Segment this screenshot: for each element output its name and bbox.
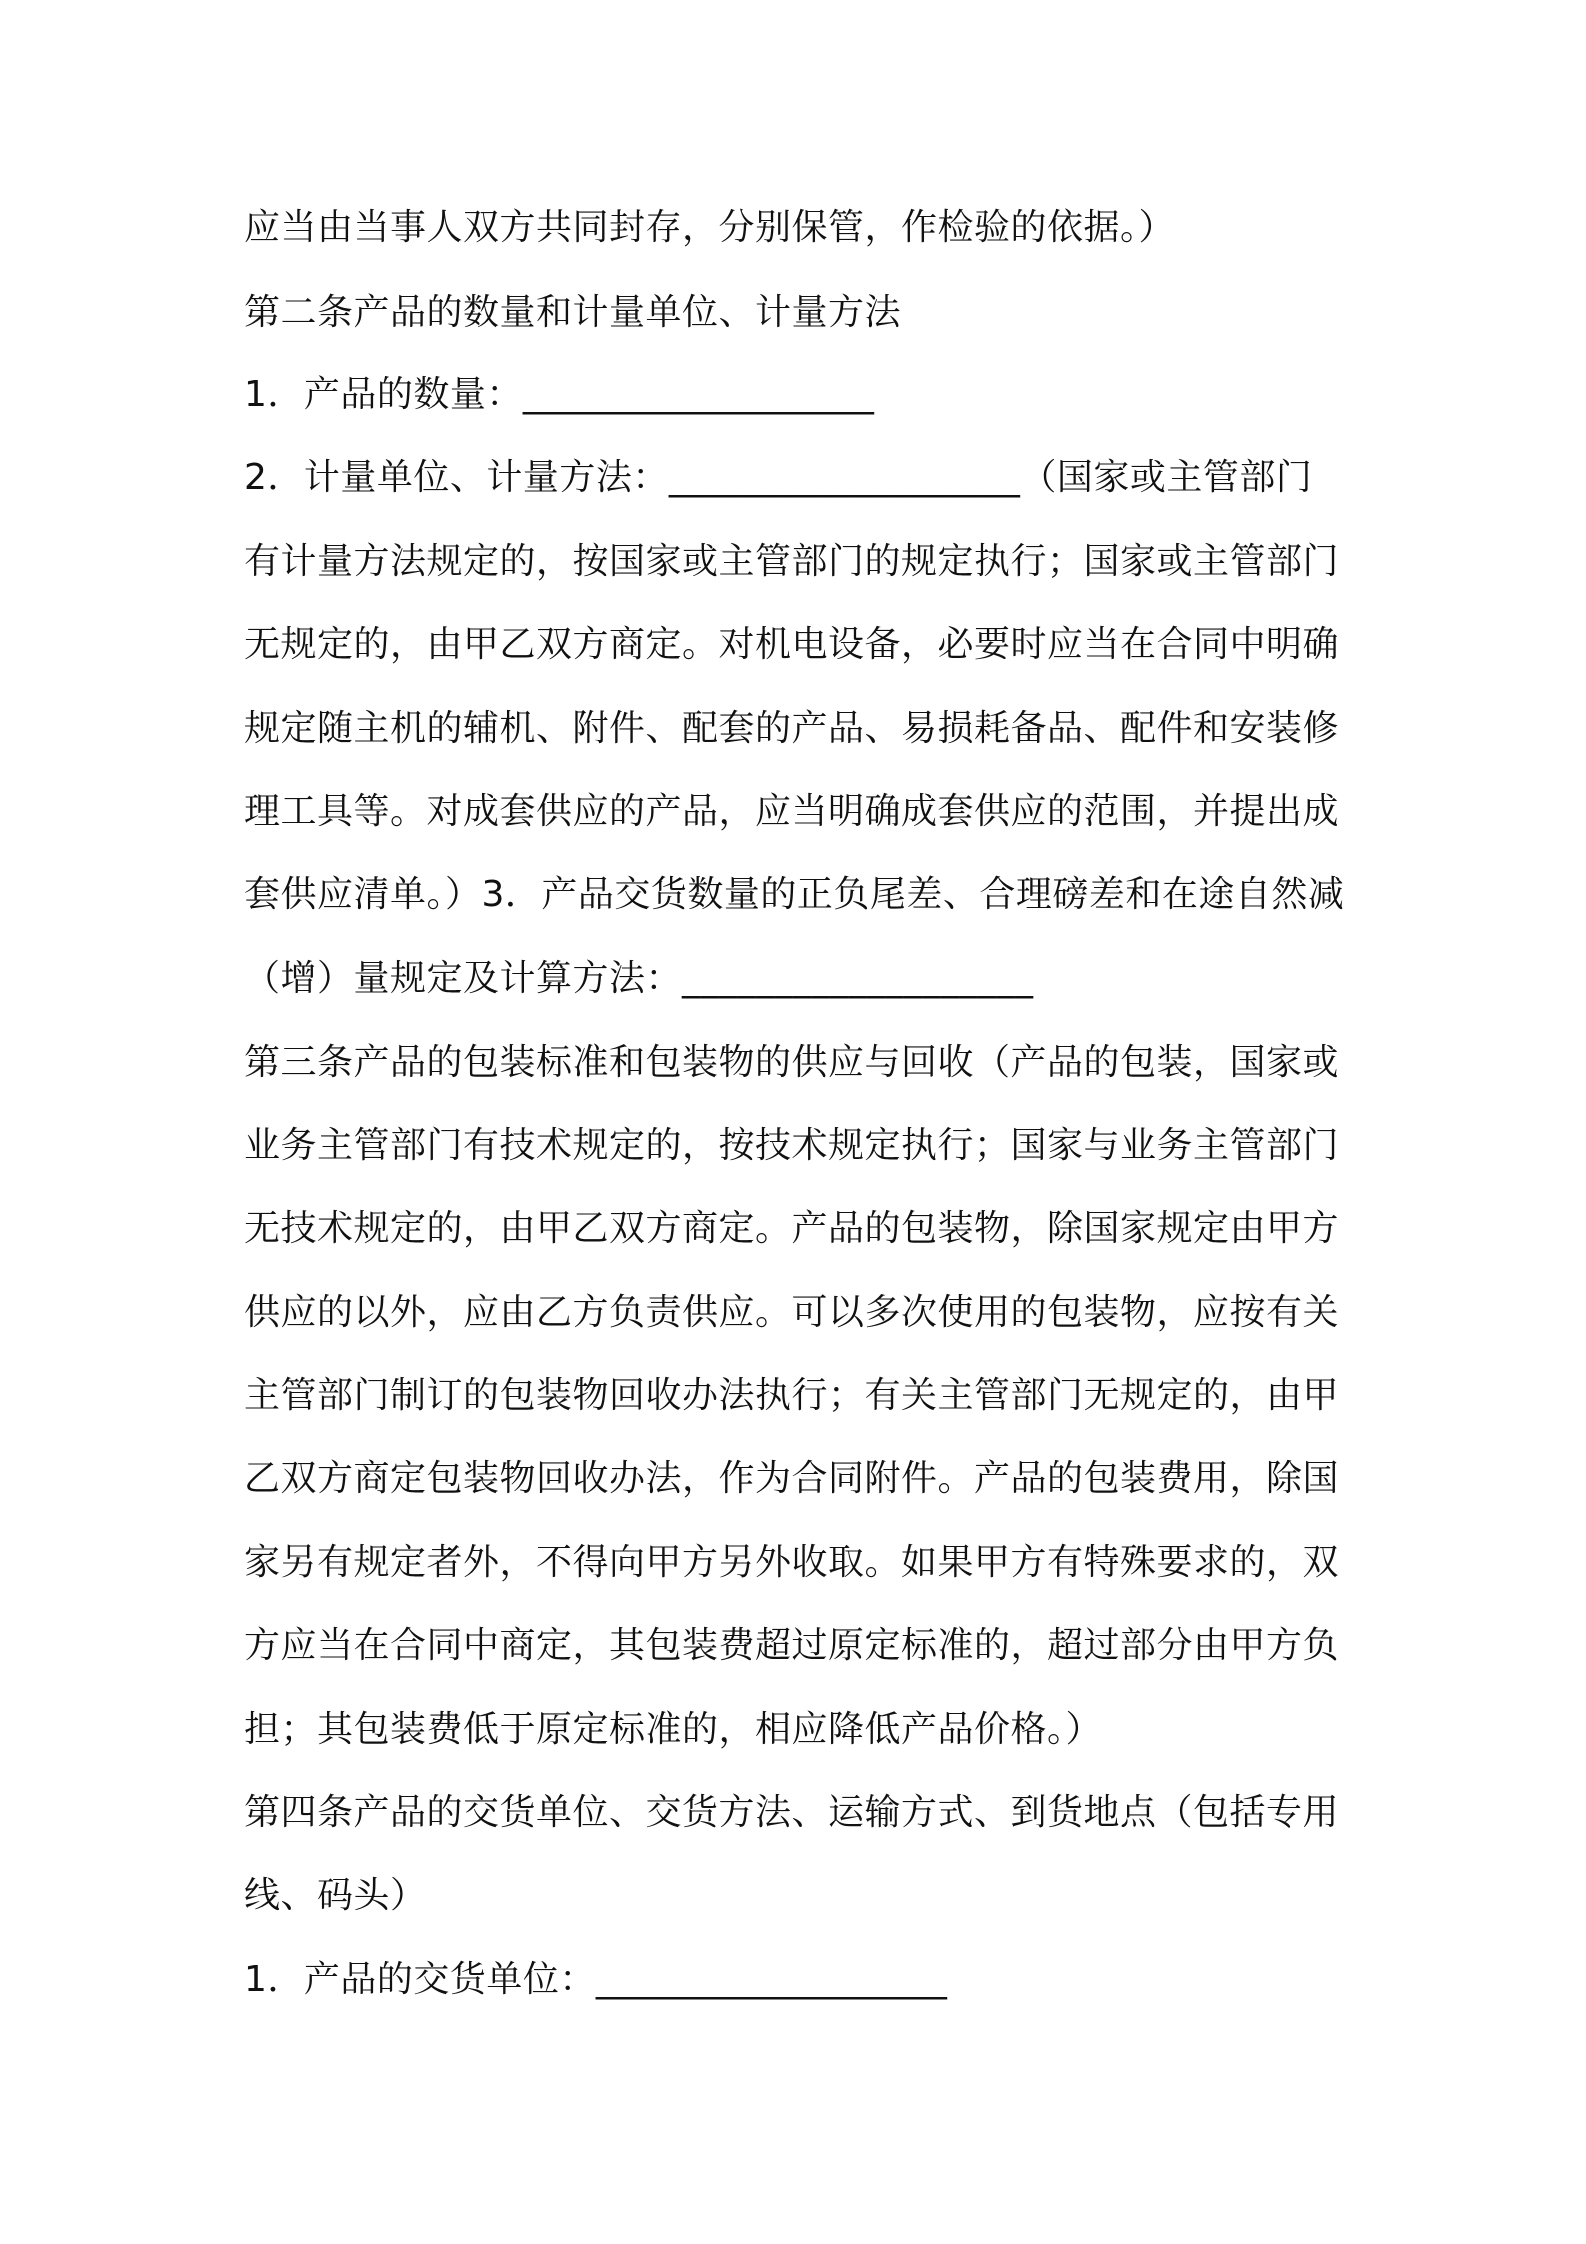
paragraph-line: 有计量方法规定的，按国家或主管部门的规定执行；国家或主管部门	[244, 541, 1340, 582]
paragraph-line: 无规定的，由甲乙双方商定。对机电设备，必要时应当在合同中明确	[244, 624, 1340, 665]
paragraph-line: 线、码头）	[244, 1875, 427, 1916]
paragraph-line: 规定随主机的辅机、附件、配套的产品、易损耗备品、配件和安装修	[244, 708, 1340, 749]
paragraph-line: 主管部门制订的包装物回收办法执行；有关主管部门无规定的，由甲	[244, 1375, 1340, 1416]
paragraph-line: 理工具等。对成套供应的产品，应当明确成套供应的范围，并提出成	[244, 791, 1340, 832]
paragraph-line: 应当由当事人双方共同封存，分别保管，作检验的依据。）	[244, 207, 1176, 248]
fill-in-line: 1．产品的数量：___________________	[244, 374, 875, 415]
paragraph-line: 套供应清单。）3．产品交货数量的正负尾差、合理磅差和在途自然减	[244, 874, 1345, 915]
paragraph-line: 担；其包装费低于原定标准的，相应降低产品价格。）	[244, 1709, 1103, 1750]
fill-in-line: 1．产品的交货单位：___________________	[244, 1959, 948, 2000]
paragraph-line: 供应的以外，应由乙方负责供应。可以多次使用的包装物，应按有关	[244, 1292, 1340, 1333]
paragraph-line: 家另有规定者外，不得向甲方另外收取。如果甲方有特殊要求的，双	[244, 1542, 1340, 1583]
fill-in-line: （增）量规定及计算方法：___________________	[244, 958, 1034, 999]
article-heading: 第四条产品的交货单位、交货方法、运输方式、到货地点（包括专用	[244, 1792, 1340, 1833]
paragraph-line: 方应当在合同中商定，其包装费超过原定标准的，超过部分由甲方负	[244, 1625, 1340, 1666]
article-heading: 第二条产品的数量和计量单位、计量方法	[244, 292, 902, 333]
fill-in-line: 2．计量单位、计量方法：___________________（国家或主管部门	[244, 457, 1313, 498]
paragraph-line: 乙双方商定包装物回收办法，作为合同附件。产品的包装费用，除国	[244, 1458, 1340, 1499]
article-heading: 第三条产品的包装标准和包装物的供应与回收（产品的包装，国家或	[244, 1042, 1340, 1083]
paragraph-line: 无技术规定的，由甲乙双方商定。产品的包装物，除国家规定由甲方	[244, 1208, 1340, 1249]
paragraph-line: 业务主管部门有技术规定的，按技术规定执行；国家与业务主管部门	[244, 1125, 1340, 1166]
